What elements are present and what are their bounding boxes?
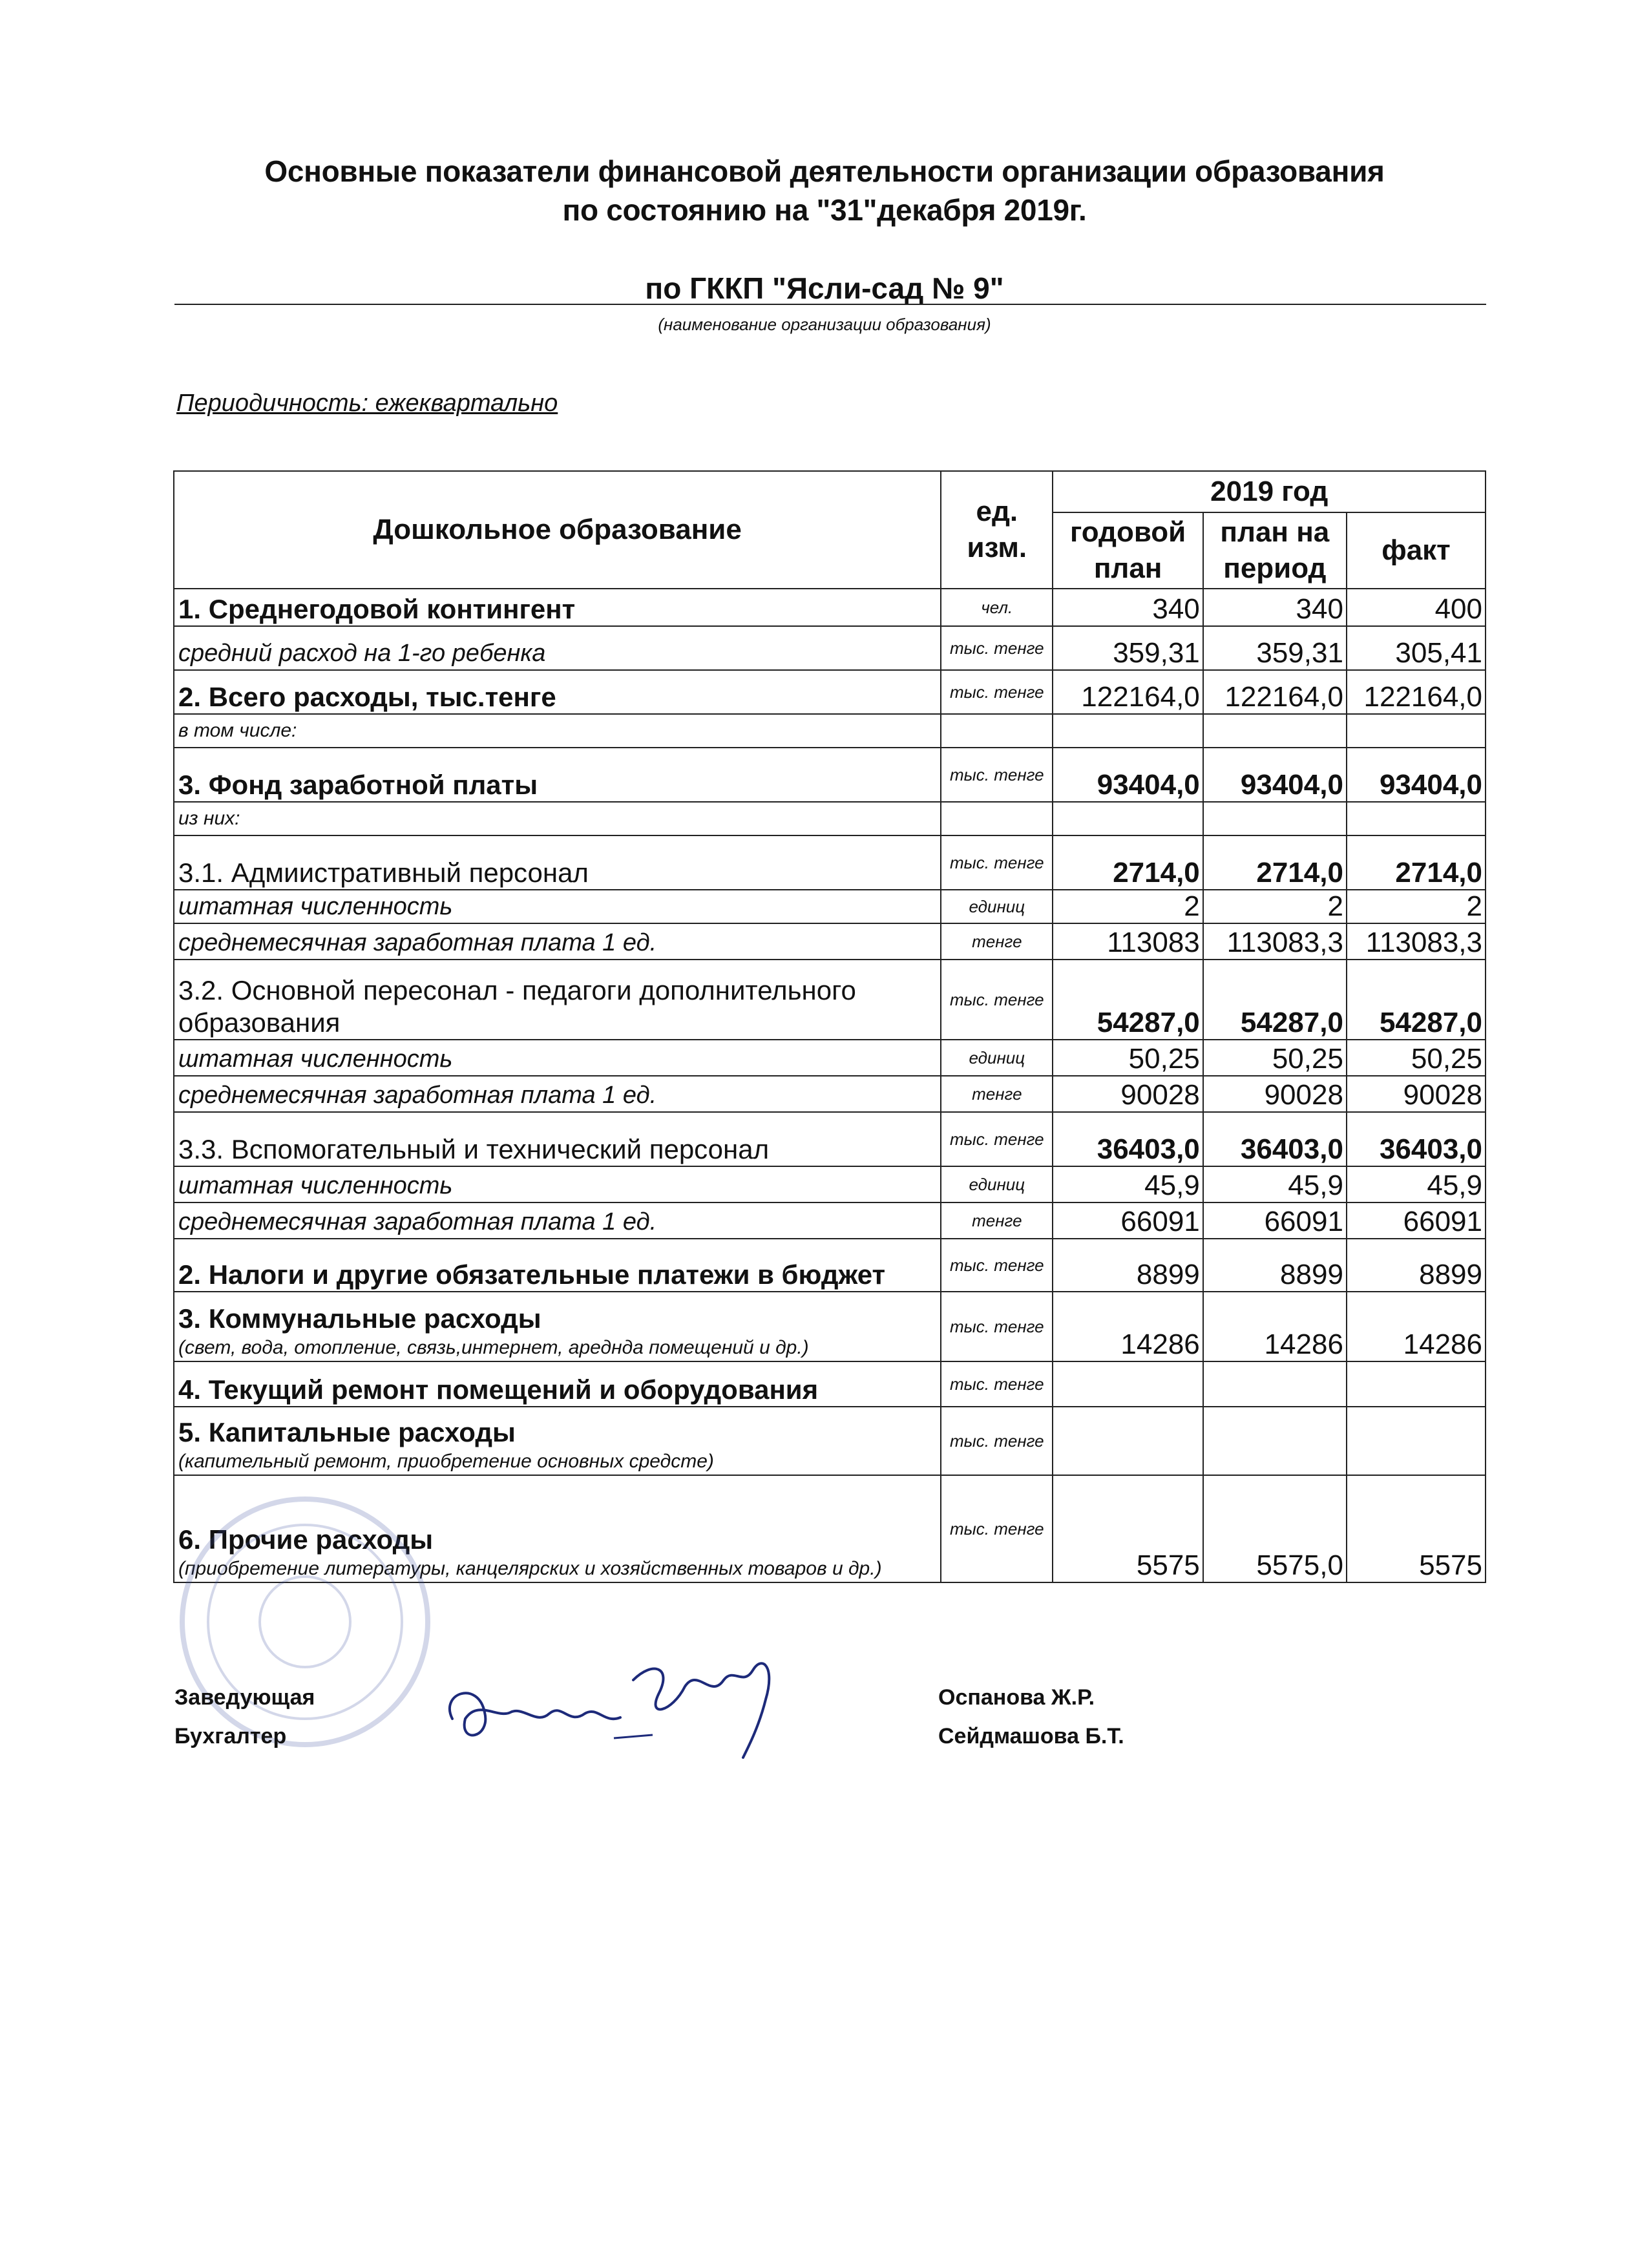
row-label-text: штатная численность: [178, 893, 453, 920]
period-plan-value: 5575,0: [1203, 1475, 1347, 1582]
table-row: [174, 923, 1486, 960]
actual-value: 5575: [1347, 1475, 1486, 1582]
annual-plan-value: 54287,0: [1053, 960, 1203, 1040]
row-label: [174, 960, 941, 1040]
table-row: [174, 1166, 1486, 1202]
row-unit: тыс. тенге: [941, 1407, 1053, 1475]
organization-caption: (наименование организации образования): [658, 315, 991, 334]
row-unit: единиц: [941, 1040, 1053, 1076]
header-actual: факт: [1347, 512, 1486, 589]
row-label-text: среднемесячная заработная плата 1 ед.: [178, 929, 657, 956]
table-row: [174, 1040, 1486, 1076]
period-plan-value: 36403,0: [1203, 1112, 1347, 1166]
row-label: [174, 1361, 941, 1407]
table-row: [174, 835, 1486, 890]
accountant-name: Сейдмашова Б.Т.: [938, 1724, 1124, 1748]
table-row: [174, 1292, 1486, 1361]
actual-value: 50,25: [1347, 1040, 1486, 1076]
row-label: [174, 589, 941, 626]
actual-value: 90028: [1347, 1076, 1486, 1112]
financial-indicators-table: [173, 470, 1486, 1583]
table-row: [174, 748, 1486, 802]
row-unit: тенге: [941, 1076, 1053, 1112]
annual-plan-value: [1053, 714, 1203, 748]
header-period-plan: план на период: [1203, 512, 1347, 589]
period-plan-value: 340: [1203, 589, 1347, 626]
row-note: (капительный ремонт, приобретение основных средсте): [178, 1451, 714, 1472]
row-label-text: 1. Среднегодовой контингент: [178, 594, 576, 624]
row-unit: тыс. тенге: [941, 1475, 1053, 1582]
table-row: [174, 1076, 1486, 1112]
annual-plan-value: 8899: [1053, 1239, 1203, 1292]
header-unit: ед. изм.: [941, 471, 1053, 589]
period-plan-value: 66091: [1203, 1202, 1347, 1239]
actual-value: 36403,0: [1347, 1112, 1486, 1166]
table-row: [174, 670, 1486, 714]
row-label: [174, 1040, 941, 1076]
table-row: [174, 714, 1486, 748]
annual-plan-value: 36403,0: [1053, 1112, 1203, 1166]
period-plan-value: [1203, 1361, 1347, 1407]
row-unit: тенге: [941, 923, 1053, 960]
row-label-text: 3. Фонд заработной платы: [178, 770, 538, 800]
head-name: Оспанова Ж.Р.: [938, 1685, 1095, 1710]
period-plan-value: [1203, 802, 1347, 835]
row-label-text: 3.2. Основной пересонал - педагоги дополнительного образования: [178, 975, 856, 1038]
row-label-text: среднемесячная заработная плата 1 ед.: [178, 1082, 657, 1109]
row-unit: тыс. тенге: [941, 748, 1053, 802]
period-plan-value: 90028: [1203, 1076, 1347, 1112]
periodicity-note: Периодичность: ежеквартально: [176, 390, 558, 417]
table-row: [174, 589, 1486, 626]
row-label: [174, 1292, 941, 1361]
annual-plan-value: 45,9: [1053, 1166, 1203, 1202]
row-label: [174, 890, 941, 923]
annual-plan-value: 5575: [1053, 1475, 1203, 1582]
row-unit: чел.: [941, 589, 1053, 626]
period-plan-value: 359,31: [1203, 626, 1347, 670]
actual-value: 54287,0: [1347, 960, 1486, 1040]
table-row: [174, 960, 1486, 1040]
row-label-text: 3.1. Адмиистративный персонал: [178, 857, 589, 888]
row-unit: тыс. тенге: [941, 960, 1053, 1040]
row-label: [174, 802, 941, 835]
document-title-line-1: Основные показатели финансовой деятельности организации образования: [264, 154, 1385, 188]
annual-plan-value: [1053, 1361, 1203, 1407]
row-label-text: штатная численность: [178, 1172, 453, 1199]
organization-underline: [174, 304, 1486, 305]
period-plan-value: 2: [1203, 890, 1347, 923]
organization-name: по ГККП "Ясли-сад № 9": [645, 271, 1004, 305]
annual-plan-value: 113083: [1053, 923, 1203, 960]
row-label-text: 6. Прочие расходы: [178, 1524, 434, 1555]
period-plan-value: 14286: [1203, 1292, 1347, 1361]
annual-plan-value: [1053, 1407, 1203, 1475]
row-label: [174, 626, 941, 670]
actual-value: 8899: [1347, 1239, 1486, 1292]
period-plan-value: 113083,3: [1203, 923, 1347, 960]
actual-value: 66091: [1347, 1202, 1486, 1239]
row-label: [174, 1407, 941, 1475]
period-plan-value: [1203, 1407, 1347, 1475]
table-row: [174, 1112, 1486, 1166]
row-unit: тыс. тенге: [941, 626, 1053, 670]
table-row: [174, 1239, 1486, 1292]
row-unit: тыс. тенге: [941, 1239, 1053, 1292]
period-plan-value: 2714,0: [1203, 835, 1347, 890]
period-plan-value: 45,9: [1203, 1166, 1347, 1202]
stamp-seal: [169, 1486, 441, 1758]
row-label-text: 2. Всего расходы, тыс.тенге: [178, 682, 556, 712]
annual-plan-value: 359,31: [1053, 626, 1203, 670]
accountant-title: Бухгалтер: [174, 1724, 287, 1748]
actual-value: 113083,3: [1347, 923, 1486, 960]
annual-plan-value: 122164,0: [1053, 670, 1203, 714]
table-row: [174, 802, 1486, 835]
row-label: [174, 1239, 941, 1292]
period-plan-value: [1203, 714, 1347, 748]
period-plan-value: 50,25: [1203, 1040, 1347, 1076]
annual-plan-value: 340: [1053, 589, 1203, 626]
header-annual-plan: годовой план: [1053, 512, 1203, 589]
row-label-text: 5. Капитальные расходы: [178, 1417, 516, 1447]
actual-value: [1347, 1407, 1486, 1475]
row-unit: тыс. тенге: [941, 1361, 1053, 1407]
table-row: [174, 1407, 1486, 1475]
actual-value: [1347, 714, 1486, 748]
row-unit: тыс. тенге: [941, 835, 1053, 890]
row-label-text: 2. Налоги и другие обязательные платежи в бюджет: [178, 1259, 886, 1290]
row-note: (свет, вода, отопление, связь,интернет, ареднда помещений и др.): [178, 1337, 809, 1358]
row-unit: тыс. тенге: [941, 670, 1053, 714]
handwritten-signature: [439, 1641, 801, 1770]
row-label: [174, 835, 941, 890]
annual-plan-value: [1053, 802, 1203, 835]
annual-plan-value: 2714,0: [1053, 835, 1203, 890]
annual-plan-value: 90028: [1053, 1076, 1203, 1112]
row-label-text: средний расход на 1-го ребенка: [178, 640, 546, 667]
row-label-text: в том числе:: [178, 720, 297, 741]
row-label: [174, 1202, 941, 1239]
annual-plan-value: 14286: [1053, 1292, 1203, 1361]
annual-plan-value: 2: [1053, 890, 1203, 923]
row-label-text: среднемесячная заработная плата 1 ед.: [178, 1208, 657, 1235]
table-row: [174, 890, 1486, 923]
row-label: [174, 748, 941, 802]
row-label-text: 3. Коммунальные расходы: [178, 1303, 541, 1334]
row-label-text: 4. Текущий ремонт помещений и оборудования: [178, 1374, 819, 1405]
row-label: [174, 923, 941, 960]
document-title-line-2: по состоянию на "31"декабря 2019г.: [562, 193, 1087, 227]
actual-value: 122164,0: [1347, 670, 1486, 714]
table-body: [174, 589, 1486, 1582]
table-row: [174, 1361, 1486, 1407]
actual-value: [1347, 1361, 1486, 1407]
row-label-text: 3.3. Вспомогательный и технический персонал: [178, 1134, 770, 1164]
row-unit: единиц: [941, 890, 1053, 923]
table-header-row: [174, 471, 1486, 512]
header-year: 2019 год: [1053, 471, 1486, 512]
row-unit: единиц: [941, 1166, 1053, 1202]
row-note: (приобретение литературы, канцелярских и хозяйственных товаров и др.): [178, 1558, 882, 1579]
actual-value: 400: [1347, 589, 1486, 626]
row-unit: тенге: [941, 1202, 1053, 1239]
period-plan-value: 54287,0: [1203, 960, 1347, 1040]
actual-value: [1347, 802, 1486, 835]
row-unit: [941, 802, 1053, 835]
period-plan-value: 8899: [1203, 1239, 1347, 1292]
actual-value: 14286: [1347, 1292, 1486, 1361]
row-unit: [941, 714, 1053, 748]
table-row: [174, 626, 1486, 670]
annual-plan-value: 93404,0: [1053, 748, 1203, 802]
actual-value: 45,9: [1347, 1166, 1486, 1202]
row-unit: тыс. тенге: [941, 1292, 1053, 1361]
row-label-text: штатная численность: [178, 1045, 453, 1073]
row-label: [174, 1166, 941, 1202]
header-section: Дошкольное образование: [174, 471, 941, 589]
actual-value: 305,41: [1347, 626, 1486, 670]
period-plan-value: 93404,0: [1203, 748, 1347, 802]
row-unit: тыс. тенге: [941, 1112, 1053, 1166]
actual-value: 2714,0: [1347, 835, 1486, 890]
head-title: Заведующая: [174, 1685, 315, 1710]
annual-plan-value: 50,25: [1053, 1040, 1203, 1076]
row-label: [174, 1112, 941, 1166]
annual-plan-value: 66091: [1053, 1202, 1203, 1239]
actual-value: 2: [1347, 890, 1486, 923]
table-row: [174, 1202, 1486, 1239]
row-label: [174, 670, 941, 714]
row-label: [174, 1076, 941, 1112]
row-label-text: из них:: [178, 808, 240, 829]
row-label: [174, 714, 941, 748]
actual-value: 93404,0: [1347, 748, 1486, 802]
period-plan-value: 122164,0: [1203, 670, 1347, 714]
